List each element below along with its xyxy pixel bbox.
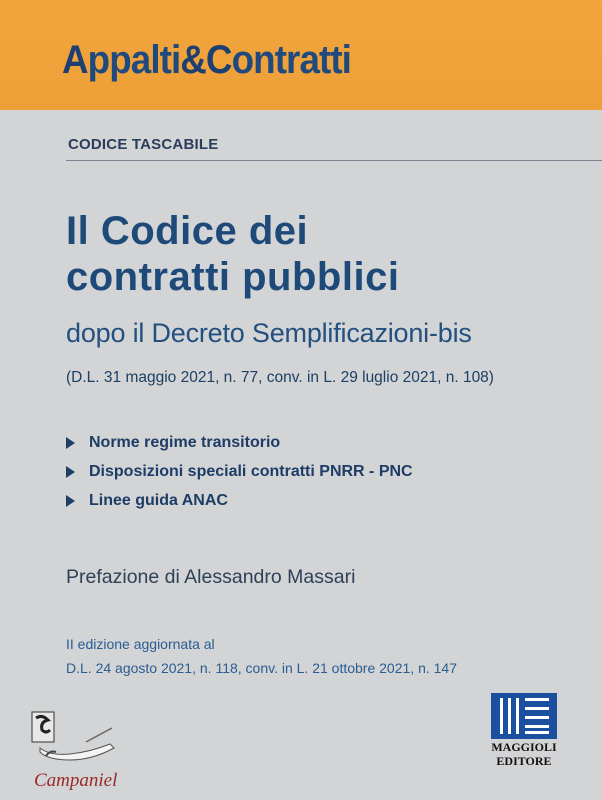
feature-text: Disposizioni speciali contratti PNRR - PNC bbox=[89, 462, 413, 480]
divider bbox=[66, 160, 602, 161]
title-line-2: contratti pubblici bbox=[66, 255, 400, 299]
hand-quill-seal-icon bbox=[26, 708, 122, 800]
brand-word-1: ppalti bbox=[87, 38, 181, 82]
brand-initial-a: A bbox=[62, 38, 88, 82]
series-label: CODICE TASCABILE bbox=[68, 136, 219, 153]
publisher-name-1: MAGGIOLI bbox=[491, 740, 557, 754]
feature-text: Linee guida ANAC bbox=[89, 491, 228, 509]
series-logo bbox=[62, 38, 351, 83]
publisher-name-2: EDITORE bbox=[496, 754, 552, 768]
preface-author: Prefazione di Alessandro Massari bbox=[66, 566, 356, 588]
feature-list bbox=[66, 428, 413, 515]
publisher-logo bbox=[484, 693, 564, 767]
triangle-bullet-icon bbox=[66, 495, 75, 507]
brand-word-2: ontratti bbox=[231, 38, 351, 82]
feature-item bbox=[66, 428, 413, 457]
edition-line-1: II edizione aggiornata al bbox=[66, 636, 215, 652]
edition-note bbox=[66, 632, 457, 680]
book-title bbox=[66, 208, 399, 300]
triangle-bullet-icon bbox=[66, 437, 75, 449]
decree-reference: (D.L. 31 maggio 2021, n. 77, conv. in L. 29 luglio 2021, n. 108) bbox=[66, 369, 494, 386]
edition-line-2: D.L. 24 agosto 2021, n. 118, conv. in L. 21 ottobre 2021, n. 147 bbox=[66, 660, 457, 676]
header-banner bbox=[0, 0, 602, 110]
brand-ampersand: & bbox=[180, 38, 206, 82]
brand-initial-c: C bbox=[205, 38, 232, 82]
book-subtitle: dopo il Decreto Semplificazioni-bis bbox=[66, 318, 472, 348]
title-line-1: Il Codice dei bbox=[66, 209, 309, 253]
maggioli-logo-icon bbox=[491, 693, 557, 739]
seal-text: Campaniel bbox=[34, 770, 118, 791]
triangle-bullet-icon bbox=[66, 466, 75, 478]
feature-item bbox=[66, 486, 413, 515]
feature-item bbox=[66, 457, 413, 486]
feature-text: Norme regime transitorio bbox=[89, 433, 281, 451]
